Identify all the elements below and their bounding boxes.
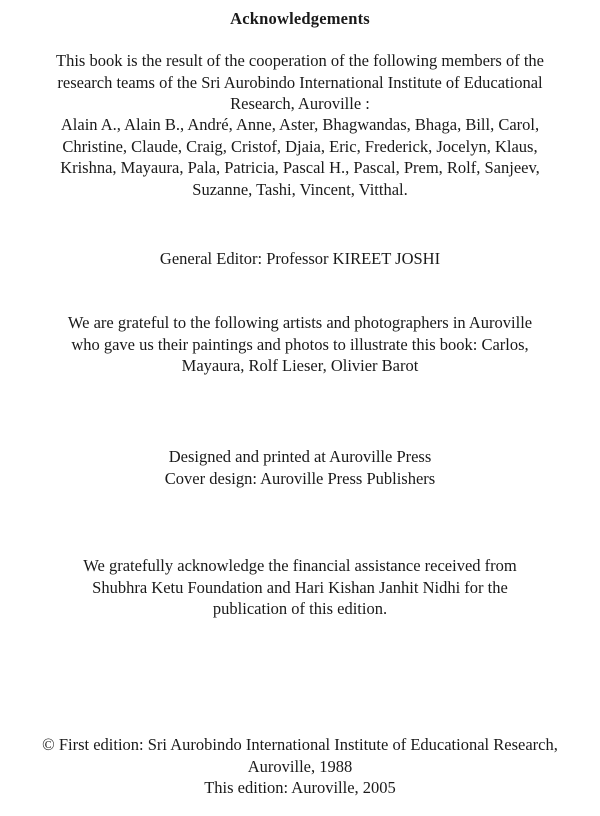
finance-line: publication of this edition. xyxy=(212,599,388,618)
finance-line: Shubhra Ketu Foundation and Hari Kishan Janhit Nidhi for the xyxy=(92,577,508,597)
intro-line: Research, Auroville : xyxy=(230,94,370,113)
contributors-list xyxy=(14,114,586,200)
general-editor-line: General Editor: Professor KIREET JOSHI xyxy=(159,249,441,268)
contributors-line: Suzanne, Tashi, Vincent, Vitthal. xyxy=(192,179,408,199)
intro-paragraph xyxy=(14,50,586,115)
edition-notice xyxy=(14,734,586,799)
page-title: Acknowledgements xyxy=(230,9,370,28)
edition-line: Auroville, 1988 xyxy=(247,756,353,776)
artists-line: We are grateful to the following artists and photographers in Auroville xyxy=(67,313,533,332)
design-line: Designed and printed at Auroville Press xyxy=(168,447,432,466)
intro-line: research teams of the Sri Aurobindo International Institute of Educational xyxy=(57,72,543,92)
design-line: Cover design: Auroville Press Publishers xyxy=(164,468,436,488)
edition-line: © First edition: Sri Aurobindo International Institute of Educational Research, xyxy=(42,735,558,754)
financial-acknowledgement xyxy=(14,555,586,620)
contributors-line: Alain A., Alain B., André, Anne, Aster, Bhagwandas, Bhaga, Bill, Carol, xyxy=(60,115,540,134)
edition-line: This edition: Auroville, 2005 xyxy=(204,778,396,797)
artists-line: who gave us their paintings and photos to illustrate this book: Carlos, xyxy=(71,334,529,354)
general-editor xyxy=(14,248,586,270)
intro-line: This book is the result of the cooperation of the following members of the xyxy=(55,51,544,70)
contributors-line: Christine, Claude, Craig, Cristof, Djaia, Eric, Frederick, Jocelyn, Klaus, xyxy=(62,136,538,156)
contributors-line: Krishna, Mayaura, Pala, Patricia, Pascal H., Pascal, Prem, Rolf, Sanjeev, xyxy=(60,158,540,177)
finance-line: We gratefully acknowledge the financial assistance received from xyxy=(83,556,517,575)
artists-line: Mayaura, Rolf Lieser, Olivier Barot xyxy=(181,356,419,375)
artists-paragraph xyxy=(14,312,586,377)
design-credits xyxy=(14,446,586,489)
